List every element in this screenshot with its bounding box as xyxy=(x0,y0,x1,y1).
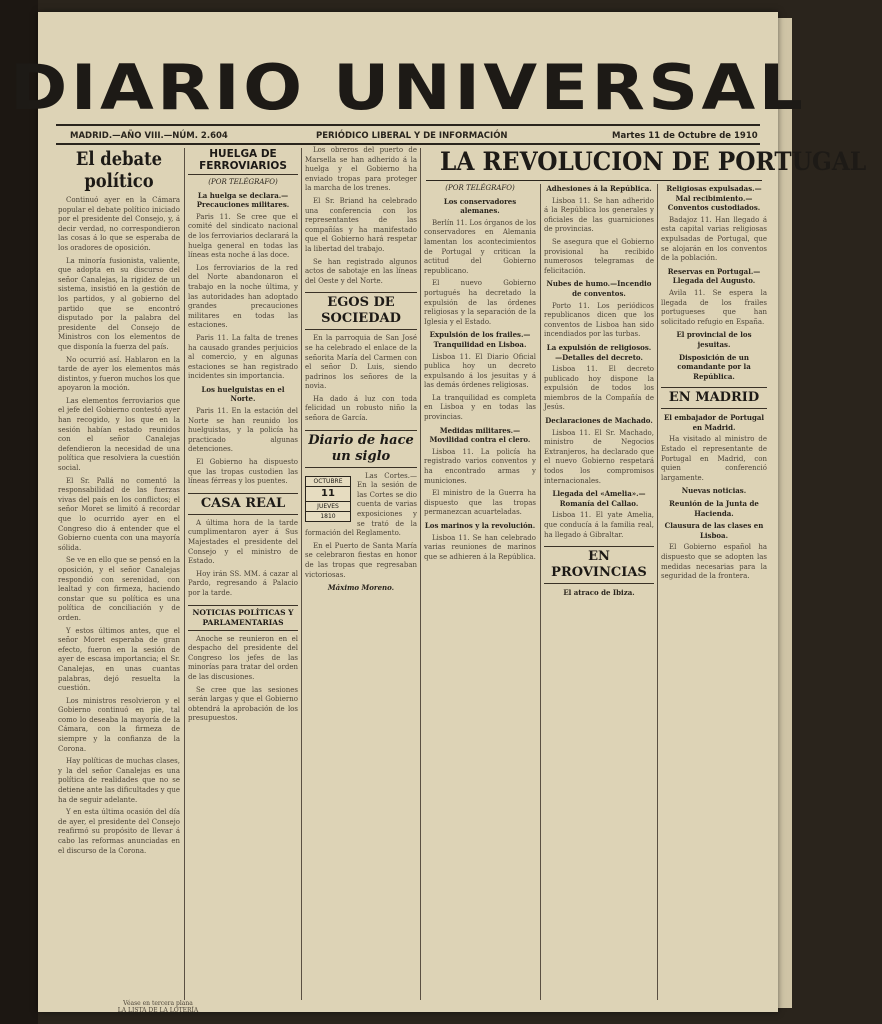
paragraph: Se asegura que el Gobierno provisional ha recibido numerosos telegramas de felicitación. xyxy=(544,237,654,275)
subheading: Llegada del «Amelia».—Romanía del Callao. xyxy=(552,489,646,508)
paragraph: Paris 11. Se cree que el comité del sindicato nacional de los ferroviarios declarará la huelga general en todas las líneas esta noche á las doce. xyxy=(188,212,298,260)
subheading: Expulsión de los frailes.—Tranquilidad en Lisboa. xyxy=(429,330,531,349)
paragraph: El Sr. Pallá no comentó la responsabilidad de las fuerzas vivas del país en los conflictos; el señor Moret se limitó á recordar que lo ocurrido ayer en el Congreso dio á entender que el Gobierno cuenta con una mayoría sólida. xyxy=(58,476,180,552)
column-divider xyxy=(540,184,541,1000)
signature: Máximo Moreno. xyxy=(327,583,395,593)
subheading: Los huelguistas en el Norte. xyxy=(201,384,285,404)
paragraph: Continuó ayer en la Cámara popular el debate político iniciado por el presidente del Consejo, y, á decir verdad, no correspondieron las cosas á lo que se esperaba de los oradores de oposición. xyxy=(58,196,180,252)
subheading: Reservas en Portugal.—Llegada del Augusto. xyxy=(667,266,761,286)
paragraph: Y estos últimos antes, que el señor Moret esperaba de gran efecto, fueron en la sesión de ayer de escasa importancia; el Sr. Canalejas, en unas cuantas palabras, dejó resuelta la cuestión. xyxy=(58,626,180,693)
subheading: Nubes de humo.—Incendio de conventos. xyxy=(546,279,652,298)
paragraph: La minoría fusionista, valiente, que adopta en su discurso del señor Canalejas, la rigidez de un sistema, insistió en la gestión de los partidos, y al gobierno del partido que se encontró disputado por la palabra del presidente del Consejo de Ministros con los elementos de que disponía la fuerza del país. xyxy=(58,256,180,351)
column-portugal-3 xyxy=(661,184,767,1000)
century-ago-heading: Diario de hace un siglo xyxy=(305,430,417,468)
paragraph: Lisboa 11. Se han adherido á la República los generales y oficiales de las guarniciones de provincias. xyxy=(544,196,654,234)
paragraph: Hay políticas de muchas clases, y la del señor Canalejas es una política de realidades que no se detiene ante las dificultades y que ha de seguir adelante. xyxy=(58,757,180,804)
paragraph: Lisboa 11. El yate Amelia, que conducía á la familia real, ha llegado á Gibraltar. xyxy=(544,511,654,539)
issue-date: Martes 11 de Octubre de 1910 xyxy=(612,131,758,141)
subheading: Declaraciones de Machado. xyxy=(545,416,653,426)
column-divider xyxy=(420,148,421,1000)
paragraph: Las Cortes.—En la sesión de las Cortes se dio cuenta de varias exposiciones y se trató de la formación del Reglamento. xyxy=(305,471,417,538)
info-rule xyxy=(56,143,760,145)
society-heading: EGOS DE SOCIEDAD xyxy=(305,292,417,330)
subheading: El embajador de Portugal en Madrid. xyxy=(663,413,765,432)
subheading: El atraco de Ibiza. xyxy=(563,588,635,598)
strike-headline: HUELGA DE FERROVIARIOS xyxy=(188,148,298,175)
paragraph: Se cree que las sesiones serán largas y que el Gobierno obtendrá la aprobación de los presupuestos. xyxy=(188,685,298,723)
subheading: Medidas militares.—Movilidad contra el clero. xyxy=(429,425,531,445)
column-divider xyxy=(301,148,302,1000)
paragraph: Y en esta última ocasión del día de ayer, el presidente del Consejo reafirmó su propósito de llevar á cabo las reformas anunciadas en el discurso de la Corona. xyxy=(58,808,180,855)
subheading: Los conservadores alemanes. xyxy=(443,196,517,216)
paragraph: Lisboa 11. El Diario Oficial publica hoy un decreto expulsando á los jesuitas y á las demás órdenes religiosas. xyxy=(424,352,536,390)
masthead-title: DIARIO UNIVERSAL xyxy=(9,51,807,124)
calendar-year: 1810 xyxy=(320,512,336,520)
politics-heading: NOTICIAS POLÍTICAS Y PARLAMENTARIAS xyxy=(188,605,298,631)
paragraph: El nuevo Gobierno portugués ha decretado la expulsión de las órdenes religiosas y la separación de la Iglesia y el Estado. xyxy=(424,279,536,326)
madrid-heading: EN MADRID xyxy=(661,387,767,409)
subheading: Adhesiones á la República. xyxy=(546,184,652,193)
paragraph: Badajoz 11. Han llegado á esta capital varias religiosas expulsadas de Portugal, que se alojarán en los conventos de la población. xyxy=(661,215,767,263)
subheading: El provincial de los jesuitas. xyxy=(676,330,752,349)
paragraph: Avila 11. Se espera la llegada de los frailes portugueses que han solicitado refugio en España. xyxy=(661,288,767,326)
subheading: Disposición de un comandante por la República. xyxy=(677,352,751,381)
paragraph: Se han registrado algunos actos de sabotaje en las líneas del Oeste y del Norte. xyxy=(305,257,417,285)
paragraph: La tranquilidad es completa en Lisboa y en todas las provincias. xyxy=(424,393,536,422)
paragraph: Los ferroviarios de la red del Norte abandonaron el trabajo en la noche última, y las autoridades han adoptado grandes precauciones militares en todas las estaciones. xyxy=(188,263,298,330)
lottery-notice xyxy=(78,1000,238,1014)
footer-line: LA LISTA DE LA LOTERÍA xyxy=(117,1007,199,1014)
column-strike xyxy=(188,146,298,1002)
calendar-weekday: JUEVES xyxy=(306,502,350,512)
paragraph: El Gobierno español ha dispuesto que se adopten las medidas necesarias para la seguridad de la frontera. xyxy=(661,543,767,581)
paragraph: Hoy irán SS. MM. á cazar al Pardo, regresando á Palacio por la tarde. xyxy=(188,569,298,597)
scan-edge xyxy=(0,0,38,1024)
subheading: La expulsión de religiosos.—Detalles del decreto. xyxy=(546,342,652,362)
paragraph: A última hora de la tarde cumplimentaron ayer á Sus Majestades el presidente del Consejo y el ministro de Estado. xyxy=(188,518,298,566)
paragraph: Lisboa 11. El Sr. Machado, ministro de Negocios Extranjeros, ha declarado que el nuevo Gobierno respetará todos los compromisos internacionales. xyxy=(544,428,654,485)
byline: (POR TELÉGRAFO) xyxy=(208,178,278,186)
column-divider xyxy=(657,184,658,1000)
paragraph: Ha dado á luz con toda felicidad un robusto niño la señora de García. xyxy=(305,394,417,423)
paragraph: Los obreros del puerto de Marsella se han adherido á la huelga y el Gobierno ha enviado tropas para proteger la marcha de los trenes. xyxy=(305,146,417,193)
paragraph: En el Puerto de Santa María se celebraron fiestas en honor de las tropas que regresaban victoriosas. xyxy=(305,541,417,579)
calendar-day: 11 xyxy=(306,487,350,502)
column-portugal-1 xyxy=(424,184,536,1000)
paragraph: Paris 11. En la estación del Norte se han reunido los huelguistas, y la policía ha practicado algunas detenciones. xyxy=(188,407,298,454)
subheading: Los marinos y la revolución. xyxy=(424,521,536,530)
periodical-type: PERIÓDICO LIBERAL Y DE INFORMACIÓN xyxy=(316,131,508,141)
paragraph: Porto 11. Los periódicos republicanos dicen que los conventos de Lisboa han sido incendiados por las turbas. xyxy=(544,301,654,339)
paragraph: Las elementos ferroviarios que el jefe del Gobierno contestó ayer han recogido, y los que en la sesión habían estado reunidos con el señor Canalejas defendieron la necesidad de una política que resolviera la cuestión social. xyxy=(58,396,180,473)
subheading: Reunión de la Junta de Hacienda. xyxy=(669,499,759,518)
subheading: Religiosas expulsadas.—Mal recibimiento.—Conventos custodiados. xyxy=(666,184,762,213)
info-line xyxy=(64,128,764,144)
paragraph: El Gobierno ha dispuesto que las tropas custodien las líneas férreas y los puentes. xyxy=(188,458,298,486)
masthead-rule xyxy=(56,124,760,126)
headline-rule xyxy=(426,180,762,181)
calendar-month: OCTUBRE xyxy=(306,477,350,487)
subheading: Clausura de las clases en Lisboa. xyxy=(664,521,764,540)
provinces-heading: EN PROVINCIAS xyxy=(544,546,654,584)
byline: (POR TELÉGRAFO) xyxy=(445,184,515,192)
paragraph: Lisboa 11. La policía ha registrado varios conventos y ha encontrado armas y municiones. xyxy=(424,447,536,485)
paragraph: No ocurrió así. Hablaron en la tarde de ayer los elementos más distintos, y fueron muchos los que apoyaron la moción. xyxy=(58,355,180,393)
paragraph: Se ve en ello que se pensó en la oposición, y el señor Canalejas respondió con serenidad, con lealtad y con firmeza, haciendo constar que su política es una política de conciliación y de orden. xyxy=(58,556,180,622)
subheading: La huelga se declara.—Precauciones militares. xyxy=(196,190,290,210)
subheading: Nuevas noticias. xyxy=(681,486,747,496)
calendar-box xyxy=(305,476,351,522)
editorial-headline: El debate político xyxy=(75,148,163,192)
paragraph: El ministro de la Guerra ha dispuesto que las tropas permanezcan acuarteladas. xyxy=(424,489,536,517)
issue-number: MADRID.—AÑO VIII.—NÚM. 2.604 xyxy=(70,131,228,141)
column-divider xyxy=(184,148,185,1000)
portugal-headline xyxy=(424,146,867,178)
newspaper-page xyxy=(9,12,867,1014)
paragraph: Ha visitado al ministro de Estado el representante de Portugal en Madrid, con quien conferenció largamente. xyxy=(661,435,767,482)
column-editorial xyxy=(58,146,180,1002)
portugal-headline-text: LA REVOLUCION DE PORTUGAL xyxy=(440,147,867,176)
paragraph: Lisboa 11. Se han celebrado varias reuniones de marinos que se adhieren á la República. xyxy=(424,533,536,561)
paragraph: Anoche se reunieron en el despacho del presidente del Congreso los jefes de las minorías para tratar del orden de las discusiones. xyxy=(188,634,298,681)
column-portugal-2 xyxy=(544,184,654,1000)
paragraph: Berlín 11. Los órganos de los conservadores en Alemania lamentan los acontecimientos de Portugal y critican la actitud del Gobierno republicano. xyxy=(424,218,536,275)
paragraph: El Sr. Briand ha celebrado una conferencia con los representantes de las compañías y ha manifestado que el Gobierno hará respetar la libertad del trabajo. xyxy=(305,196,417,253)
column-society xyxy=(305,146,417,1002)
casa-real-heading: CASA REAL xyxy=(188,493,298,515)
paragraph: En la parroquia de San José se ha celebrado el enlace de la señorita María del Carmen con el señor D. Luis, siendo padrinos los señores de la novia. xyxy=(305,334,417,391)
footer-line: Véase en tercera plana xyxy=(123,1000,193,1007)
paragraph: Lisboa 11. El decreto publicado hoy dispone la expulsión de todos los miembros de la Compañía de Jesús. xyxy=(544,365,654,412)
paragraph: Paris 11. La falta de trenes ha causado grandes perjuicios al comercio, y en algunas estaciones se han registrado incidentes sin importancia. xyxy=(188,333,298,381)
paragraph: Los ministros resolvieron y el Gobierno continuó en pie, tal como lo deseaba la mayoría de la Cámara, con la firmeza de siempre y la confianza de la Corona. xyxy=(58,696,180,753)
